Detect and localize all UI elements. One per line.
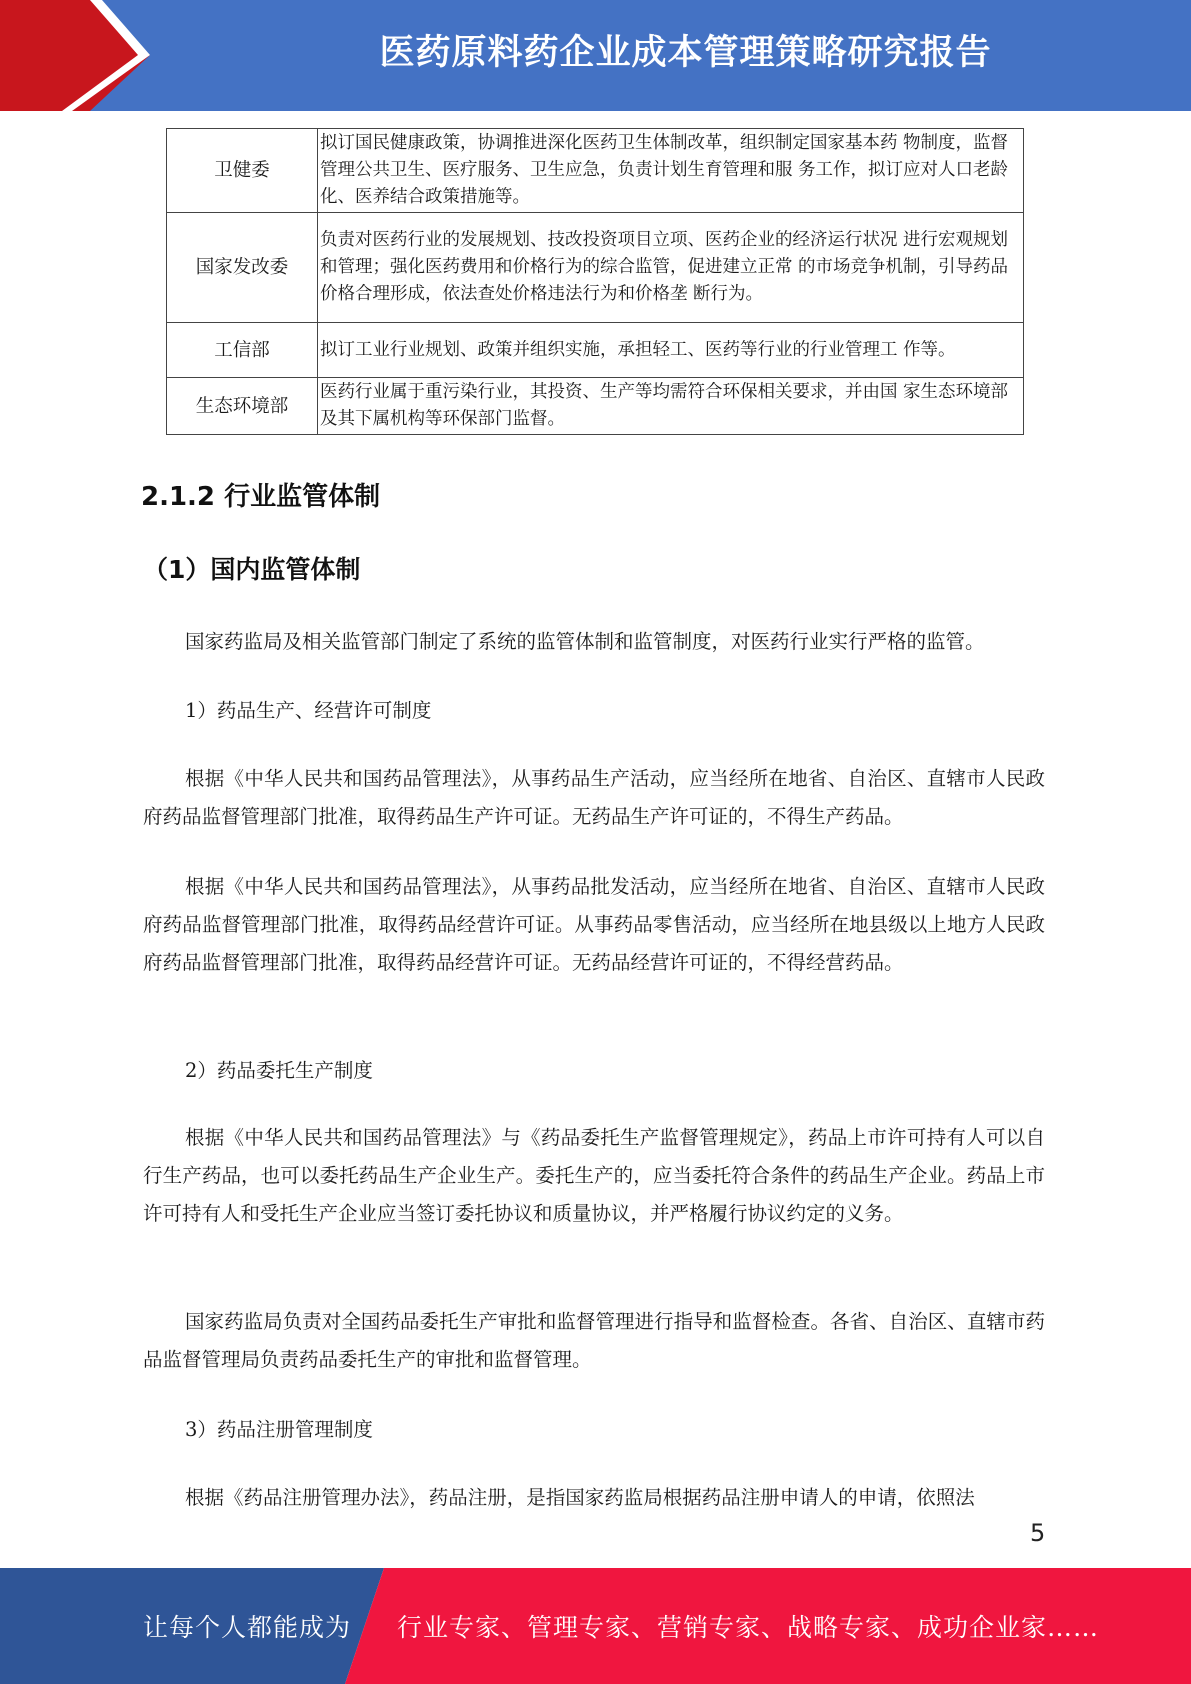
regulator-duty: 拟订国民健康政策，协调推进深化医药卫生体制改革，组织制定国家基本药 物制度，监督管理公共卫生、医疗服务、卫生应急，负责计划生育管理和服 务工作，拟订应对人口老龄化、医养结合政策措施等。 <box>318 129 1024 213</box>
regulator-name: 生态环境部 <box>167 378 318 435</box>
table-row <box>167 213 1024 323</box>
regulator-name: 卫健委 <box>167 129 318 213</box>
table-row <box>167 378 1024 435</box>
document-title: 医药原料药企业成本管理策略研究报告 <box>379 33 992 73</box>
regulator-duty: 医药行业属于重污染行业，其投资、生产等均需符合环保相关要求，并由国 家生态环境部及其下属机构等环保部门监督。 <box>318 378 1024 435</box>
body-paragraph: 国家药监局及相关监管部门制定了系统的监管体制和监管制度，对医药行业实行严格的监管。 <box>185 630 985 653</box>
table-row <box>167 323 1024 378</box>
subsection-heading: （1）国内监管体制 <box>143 555 361 584</box>
page-number: 5 <box>1030 1519 1046 1547</box>
list-heading: 3）药品注册管理制度 <box>185 1418 373 1441</box>
list-heading: 2）药品委托生产制度 <box>185 1059 373 1082</box>
body-paragraph: 国家药监局负责对全国药品委托生产审批和监督管理进行指导和监督检查。各省、自治区、直辖市药品监督管理局负责药品委托生产的审批和监督管理。 <box>143 1310 1045 1371</box>
regulator-name: 工信部 <box>167 323 318 378</box>
page-header <box>0 0 1191 111</box>
body-paragraph: 根据《中华人民共和国药品管理法》与《药品委托生产监督管理规定》，药品上市许可持有人可以自行生产药品，也可以委托药品生产企业生产。委托生产的，应当委托符合条件的药品生产企业。药品上市许可持有人和受托生产企业应当签订委托协议和质量协议，并严格履行协议约定的义务。 <box>143 1126 1045 1225</box>
section-heading: 2.1.2 行业监管体制 <box>141 482 381 512</box>
regulator-duty: 拟订工业行业规划、政策并组织实施，承担轻工、医药等行业的行业管理工 作等。 <box>318 323 1024 378</box>
body-paragraph: 根据《中华人民共和国药品管理法》，从事药品批发活动，应当经所在地省、自治区、直辖市人民政府药品监督管理部门批准，取得药品经营许可证。从事药品零售活动，应当经所在地县级以上地方人民政府药品监督管理部门批准，取得药品经营许可证。无药品经营许可证的，不得经营药品。 <box>143 875 1045 974</box>
header-red-chevron <box>0 0 150 111</box>
body-paragraph: 根据《药品注册管理办法》，药品注册，是指国家药监局根据药品注册申请人的申请，依照法 <box>185 1486 975 1509</box>
page-footer <box>0 1568 1191 1684</box>
list-heading: 1）药品生产、经营许可制度 <box>185 699 432 722</box>
regulator-duty: 负责对医药行业的发展规划、技改投资项目立项、医药企业的经济运行状况 进行宏观规划和管理；强化医药费用和价格行为的综合监管，促进建立正常 的市场竞争机制，引导药品价格合理形成，依法查处价格违法行为和价格垄 断行为。 <box>318 213 1024 323</box>
regulator-name: 国家发改委 <box>167 213 318 323</box>
body-paragraph: 根据《中华人民共和国药品管理法》，从事药品生产活动，应当经所在地省、自治区、直辖市人民政府药品监督管理部门批准，取得药品生产许可证。无药品生产许可证的，不得生产药品。 <box>143 767 1045 828</box>
footer-slogan-right: 行业专家、管理专家、营销专家、战略专家、成功企业家…… <box>397 1613 1100 1642</box>
table-row <box>167 129 1024 213</box>
footer-slogan-left: 让每个人都能成为 <box>143 1613 352 1642</box>
regulator-table <box>166 128 1024 435</box>
